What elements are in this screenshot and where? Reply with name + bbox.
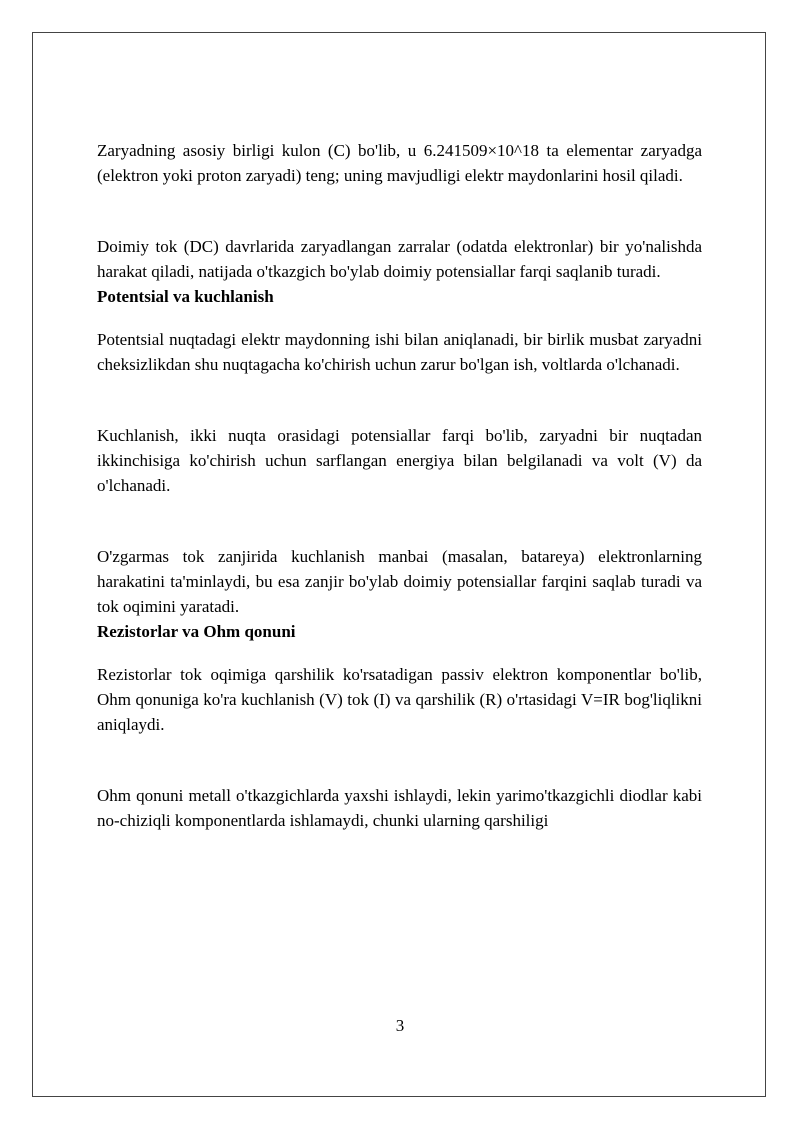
paragraph-voltage: Kuchlanish, ikki nuqta orasidagi potensiallar farqi bo'lib, zaryadni bir nuqtadan ikkinchisiga ko'chirish uchun sarflangan energiya bilan belgilanadi va volt (V) da o'lchanadi. [97, 426, 702, 495]
document-body [97, 138, 702, 833]
paragraph-ohm-law-limits: Ohm qonuni metall o'tkazgichlarda yaxshi ishlaydi, lekin yarimo'tkazgichli diodlar kabi no-chiziqli komponentlarda ishlamaydi, chunki ularning qarshiligi [97, 786, 702, 830]
section-heading-resistors-ohm: Rezistorlar va Ohm qonuni [97, 622, 296, 641]
paragraph-direct-current: Doimiy tok (DC) davrlarida zaryadlangan zarralar (odatda elektronlar) bir yo'nalishda harakat qiladi, natijada o'tkazgich bo'ylab doimiy potensiallar farqi saqlanib turadi. [97, 237, 702, 281]
paragraph-charge-unit: Zaryadning asosiy birligi kulon (C) bo'lib, u 6.241509×10^18 ta elementar zaryadga (elektron yoki proton zaryadi) teng; uning mavjudligi elektr maydonlarini hosil qiladi. [97, 141, 702, 185]
paragraph-potential: Potentsial nuqtadagi elektr maydonning ishi bilan aniqlanadi, bir birlik musbat zaryadni cheksizlikdan shu nuqtagacha ko'chirish uchun zarur bo'lgan ish, voltlarda o'lchanadi. [97, 330, 702, 374]
paragraph-resistors: Rezistorlar tok oqimiga qarshilik ko'rsatadigan passiv elektron komponentlar bo'lib, Ohm qonuniga ko'ra kuchlanish (V) tok (I) va qarshilik (R) o'rtasidagi V=IR bog'liqlikni aniqlaydi. [97, 665, 702, 734]
page-number: 3 [395, 1016, 405, 1035]
paragraph-dc-circuit-source: O'zgarmas tok zanjirida kuchlanish manbai (masalan, batareya) elektronlarning harakatini ta'minlaydi, bu esa zanjir bo'ylab doimiy potensiallar farqini saqlab turadi va tok oqimini yaratadi. [97, 547, 702, 616]
section-heading-potential-voltage: Potentsial va kuchlanish [97, 287, 274, 306]
